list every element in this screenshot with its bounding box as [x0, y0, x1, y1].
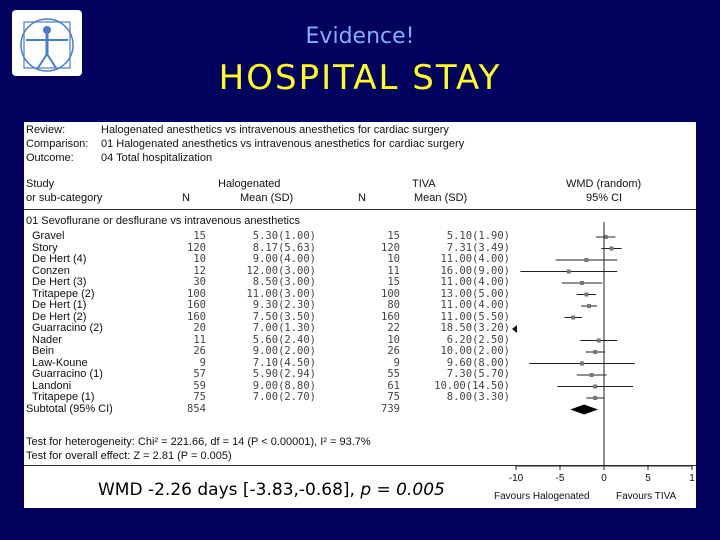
study-mean1: 7.50(3.50) — [252, 310, 316, 323]
study-mean2: 10.00(14.50) — [434, 379, 510, 392]
study-name: Tritapepe (2) — [32, 287, 95, 300]
favours-tiva-label: Favours TIVA — [616, 491, 677, 502]
col-subcategory: or sub-category — [26, 192, 103, 204]
outcome-label: Outcome: — [26, 152, 74, 164]
point-estimate — [597, 339, 601, 343]
review-label: Review: — [26, 124, 66, 136]
study-name: De Hert (4) — [32, 253, 87, 265]
slide-eyebrow: Evidence! — [305, 24, 415, 49]
subtotal-label: Subtotal (95% CI) — [26, 402, 113, 415]
caption-p-value: p = 0.005 — [360, 480, 445, 500]
study-name: De Hert (1) — [32, 299, 87, 311]
study-mean1: 9.00(4.00) — [252, 253, 316, 265]
col-ci: 95% CI — [586, 192, 623, 204]
point-estimate — [593, 396, 597, 400]
study-mean1: 12.00(3.00) — [246, 264, 316, 277]
study-name: De Hert (3) — [32, 276, 87, 288]
study-n2: 61 — [387, 379, 400, 392]
study-mean2: 6.20(2.50) — [446, 333, 510, 346]
study-mean1: 7.00(2.70) — [252, 391, 316, 403]
study-n1: 100 — [187, 287, 206, 300]
study-name: Nader — [32, 333, 62, 346]
study-name: Story — [32, 241, 58, 254]
outcome-value: 04 Total hospitalization — [101, 152, 213, 164]
study-mean2: 13.00(5.00) — [440, 287, 510, 300]
col-mean2: Mean (SD) — [414, 192, 468, 204]
study-mean1: 9.00(2.00) — [252, 345, 316, 357]
study-mean1: 9.30(2.30) — [252, 299, 316, 311]
subtotal-n2: 739 — [381, 402, 400, 415]
study-n2: 75 — [387, 391, 400, 403]
study-name: Gravel — [32, 230, 65, 242]
study-mean2: 11.00(4.00) — [440, 276, 510, 288]
study-mean2: 11.00(4.00) — [440, 299, 510, 311]
study-mean1: 7.10(4.50) — [252, 356, 316, 369]
study-n2: 22 — [387, 322, 400, 334]
study-n2: 15 — [387, 230, 400, 242]
col-mean1: Mean (SD) — [240, 192, 294, 204]
study-mean2: 11.00(5.50) — [440, 310, 510, 323]
forest-plot-svg — [24, 122, 696, 508]
study-n1: 57 — [193, 368, 206, 380]
study-n2: 9 — [393, 356, 400, 369]
study-mean1: 9.00(8.80) — [252, 379, 316, 392]
study-mean1: 8.50(3.00) — [252, 276, 316, 288]
study-n1: 20 — [193, 322, 206, 334]
study-mean1: 5.90(2.94) — [252, 368, 316, 380]
study-n2: 80 — [387, 299, 400, 311]
study-n1: 26 — [193, 345, 206, 357]
study-n1: 30 — [193, 276, 206, 288]
study-name: Landoni — [32, 379, 72, 392]
study-name: Tritapepe (1) — [32, 391, 95, 403]
x-tick-label: 0 — [601, 473, 607, 484]
study-mean1: 7.00(1.30) — [252, 322, 316, 334]
point-estimate — [590, 373, 594, 377]
point-estimate — [584, 293, 588, 297]
subgroup-title: 01 Sevoflurane or desflurane vs intravenous anesthetics — [26, 215, 300, 227]
study-mean1: 5.60(2.40) — [252, 333, 316, 346]
study-mean2: 16.00(9.00) — [440, 264, 510, 277]
forest-plot-panel — [24, 122, 696, 508]
ci-arrow — [512, 325, 517, 333]
col-n1: N — [182, 192, 190, 204]
study-n2: 10 — [387, 253, 400, 265]
subtotal-n1: 854 — [187, 402, 206, 415]
study-n2: 26 — [387, 345, 400, 357]
study-mean1: 5.30(1.00) — [252, 230, 316, 242]
x-tick-label: 5 — [645, 473, 651, 484]
study-mean2: 7.30(5.70) — [446, 368, 510, 380]
point-estimate — [567, 270, 571, 274]
study-n1: 120 — [187, 241, 206, 254]
point-estimate — [610, 247, 614, 251]
review-value: Halogenated anesthetics vs intravenous anesthetics for cardiac surgery — [101, 124, 449, 136]
col-study: Study — [26, 178, 55, 190]
x-tick-label: -5 — [555, 473, 565, 484]
study-mean1: 8.17(5.63) — [252, 241, 316, 254]
study-n1: 10 — [193, 253, 206, 265]
heterogeneity-test: Test for heterogeneity: Chi² = 221.66, df = 14 (P < 0.00001), I² = 93.7% — [26, 436, 371, 448]
caption-main: WMD -2.26 days [-3.83,-0.68], — [98, 480, 355, 500]
study-mean2: 9.60(8.00) — [446, 356, 510, 369]
study-n1: 11 — [193, 333, 206, 346]
study-name: Bein — [32, 345, 55, 357]
study-n2: 15 — [387, 276, 400, 288]
study-name: Guarracino (2) — [32, 322, 103, 334]
study-name: Law-Koune — [32, 356, 88, 369]
study-name: Guarracino (1) — [32, 368, 103, 380]
study-n2: 160 — [381, 310, 400, 323]
study-name: Conzen — [32, 264, 70, 277]
favours-halogenated-label: Favours Halogenated — [494, 491, 590, 502]
study-n1: 59 — [193, 379, 206, 392]
study-mean2: 8.00(3.30) — [446, 391, 510, 403]
comparison-label: Comparison: — [26, 138, 89, 150]
study-n1: 160 — [187, 310, 206, 323]
study-n2: 55 — [387, 368, 400, 380]
col-group2: TIVA — [412, 178, 436, 190]
comparison-value: 01 Halogenated anesthetics vs intravenous anesthetics for cardiac surgery — [101, 138, 465, 150]
point-estimate — [587, 304, 591, 308]
study-mean2: 10.00(2.00) — [440, 345, 510, 357]
study-mean2: 7.31(3.49) — [446, 241, 510, 254]
pooled-result-caption — [98, 480, 445, 500]
slide-title: HOSPITAL STAY — [218, 58, 502, 98]
point-estimate — [584, 258, 588, 262]
pooled-diamond — [570, 405, 598, 415]
study-n2: 10 — [387, 333, 400, 346]
point-estimate — [593, 385, 597, 389]
study-n2: 11 — [387, 264, 400, 277]
study-name: De Hert (2) — [32, 310, 87, 323]
x-tick-label: -10 — [508, 473, 524, 484]
study-n1: 12 — [193, 264, 206, 277]
study-mean2: 11.00(4.00) — [440, 253, 510, 265]
study-n1: 9 — [199, 356, 206, 369]
study-n2: 120 — [381, 241, 400, 254]
overall-effect-test: Test for overall effect: Z = 2.81 (P = 0.005) — [26, 450, 232, 462]
point-estimate — [580, 281, 584, 285]
study-n1: 15 — [193, 230, 206, 242]
col-n2: N — [358, 192, 366, 204]
col-group1: Halogenated — [218, 178, 281, 190]
study-n1: 160 — [187, 299, 206, 311]
study-mean2: 18.50(3.20) — [440, 322, 510, 334]
x-tick-label: 1 — [689, 473, 695, 484]
point-estimate — [593, 350, 597, 354]
study-mean2: 5.10(1.90) — [446, 230, 510, 242]
study-n1: 75 — [193, 391, 206, 403]
study-mean1: 11.00(3.00) — [246, 287, 316, 300]
study-n2: 100 — [381, 287, 400, 300]
point-estimate — [580, 362, 584, 366]
col-effect: WMD (random) — [566, 178, 642, 190]
point-estimate — [571, 316, 575, 320]
